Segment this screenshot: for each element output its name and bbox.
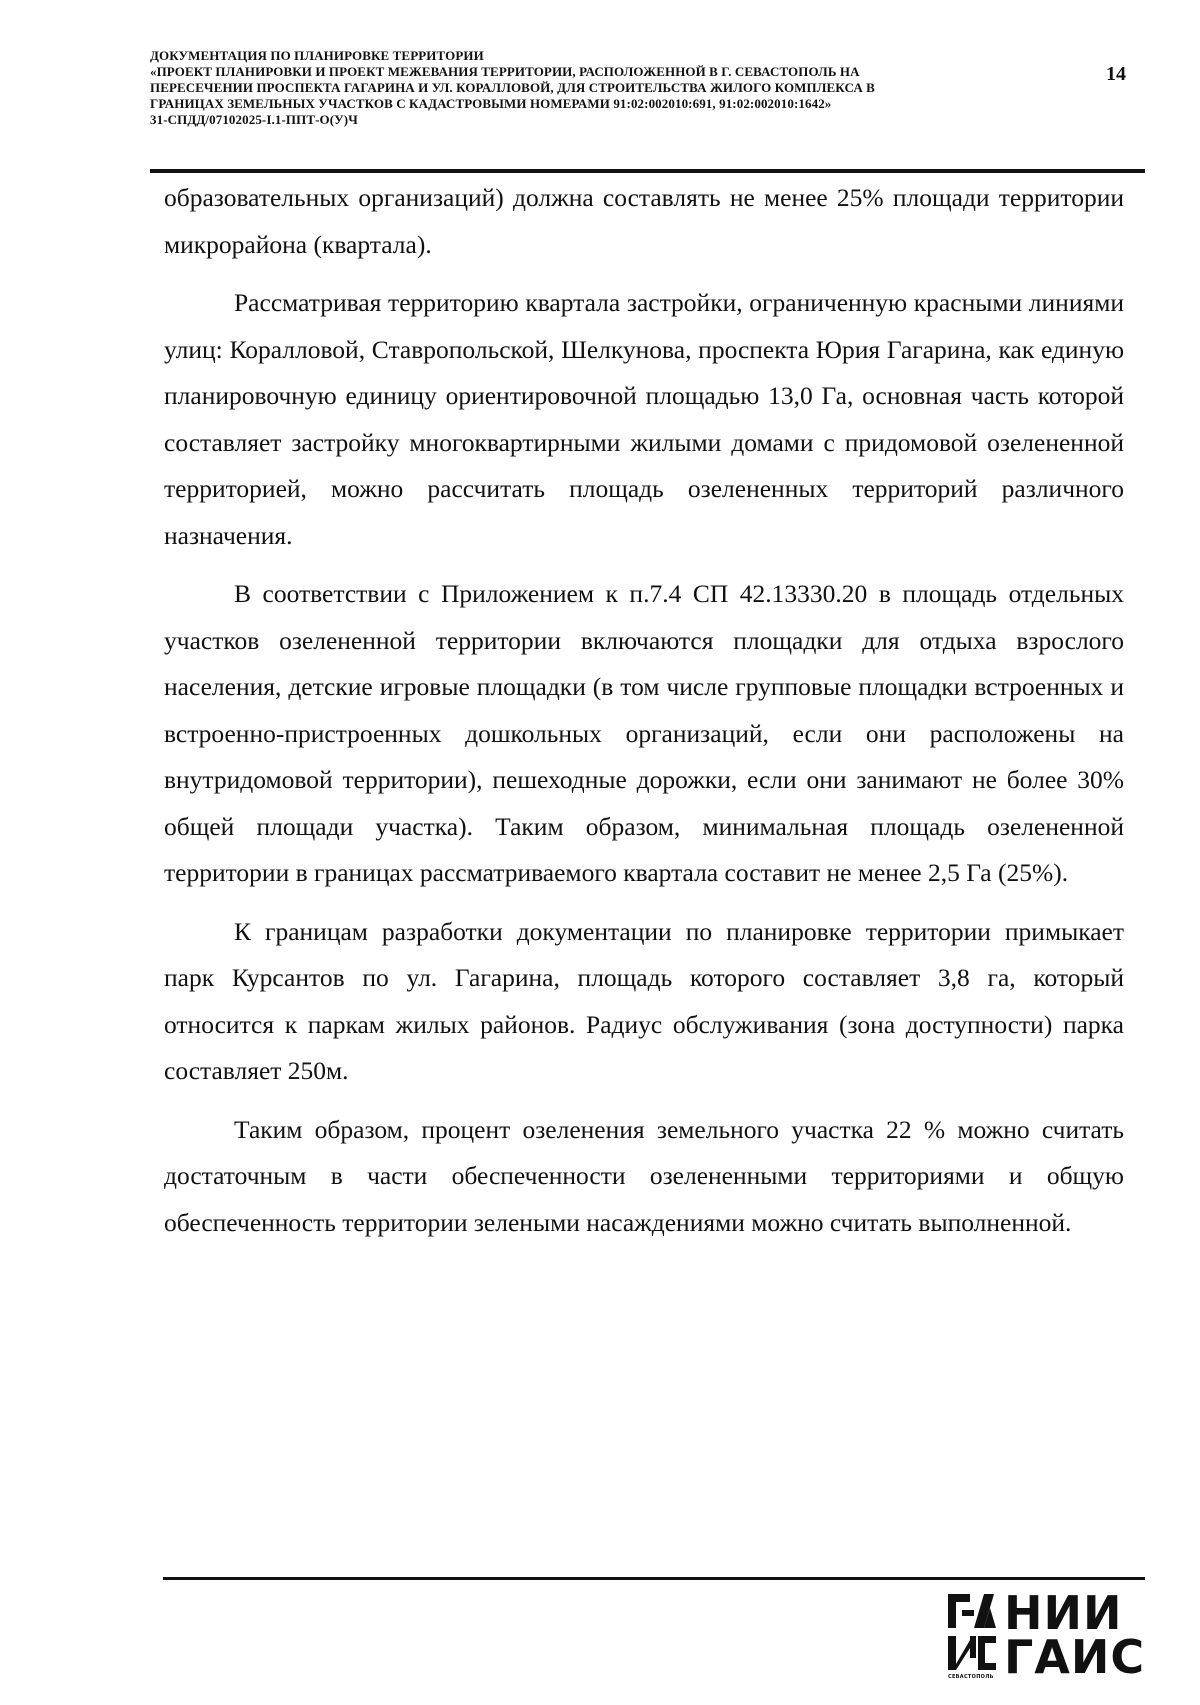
document-header <box>150 48 1070 128</box>
header-line-5: 31-СПДД/07102025-I.1-ППТ-О(У)Ч <box>150 112 358 127</box>
company-logo <box>948 1586 1146 1686</box>
header-divider <box>150 169 1145 173</box>
footer-divider <box>163 1577 1145 1580</box>
paragraph-4: К границам разработки документации по планировке территории примыкает парк Курсантов по ул. Гагарина, площадь которого составляет 3,8 га, который относится к паркам жилых районов. Радиус обслуживания (зона доступности) парка составляет 250м. <box>164 916 1124 1085</box>
header-line-2: «ПРОЕКТ ПЛАНИРОВКИ И ПРОЕКТ МЕЖЕВАНИЯ ТЕРРИТОРИИ, РАСПОЛОЖЕННОЙ В Г. СЕВАСТОПОЛЬ НА <box>150 64 860 79</box>
paragraph-1: образовательных организаций) должна составлять не менее 25% площади территории микрорайона (квартала). <box>164 183 1124 259</box>
header-line-3: ПЕРЕСЕЧЕНИИ ПРОСПЕКТА ГАГАРИНА И УЛ. КОРАЛЛОВОЙ, ДЛЯ СТРОИТЕЛЬСТВА ЖИЛОГО КОМПЛЕКСА В <box>150 80 875 95</box>
logo-text-gais: ГАИС <box>1004 1630 1146 1684</box>
header-line-4: ГРАНИЦАХ ЗЕМЕЛЬНЫХ УЧАСТКОВ С КАДАСТРОВЫМИ НОМЕРАМИ 91:02:002010:691, 91:02:002010:1642» <box>150 96 832 111</box>
paragraph-5: Таким образом, процент озеленения земельного участка 22 % можно считать достаточным в части обеспеченности озелененными территориями и общую обеспеченность территории зелеными насаждениями можно считать выполненной. <box>164 1114 1124 1237</box>
document-body <box>164 175 1124 1258</box>
paragraph-3: В соответствии с Приложением к п.7.4 СП 42.13330.20 в площадь отдельных участков озелененной территории включаются площадки для отдыха взрослого населения, детские игровые площадки (в том числе групповые площадки встроенных и встроенно-пристроенных дошкольных организаций, если они расположены на внутридомовой территории), пешеходные дорожки, если они занимают не более 30% общей площади участка). Таким образом, минимальная площадь озелененной территории в границах рассматриваемого квартала составит не менее 2,5 Га (25%). <box>164 579 1124 887</box>
page-number: 14 <box>1106 63 1126 85</box>
header-line-1: ДОКУМЕНТАЦИЯ ПО ПЛАНИРОВКЕ ТЕРРИТОРИИ <box>150 48 484 63</box>
logo-caption: СЕВАСТОПОЛЬ <box>948 1674 994 1680</box>
logo-text-nii: НИИ <box>1004 1586 1123 1640</box>
paragraph-2: Рассматривая территорию квартала застройки, ограниченную красными линиями улиц: Коралловой, Ставропольской, Шелкунова, проспекта Юрия Гагарина, как единую планировочную единицу ориентировочной площадью 13,0 Га, основная часть которой составляет застройку многоквартирными жилыми домами с придомовой озелененной территорией, можно рассчитать площадь озелененных территорий различного назначения. <box>164 288 1124 550</box>
gais-emblem-icon <box>948 1594 996 1672</box>
